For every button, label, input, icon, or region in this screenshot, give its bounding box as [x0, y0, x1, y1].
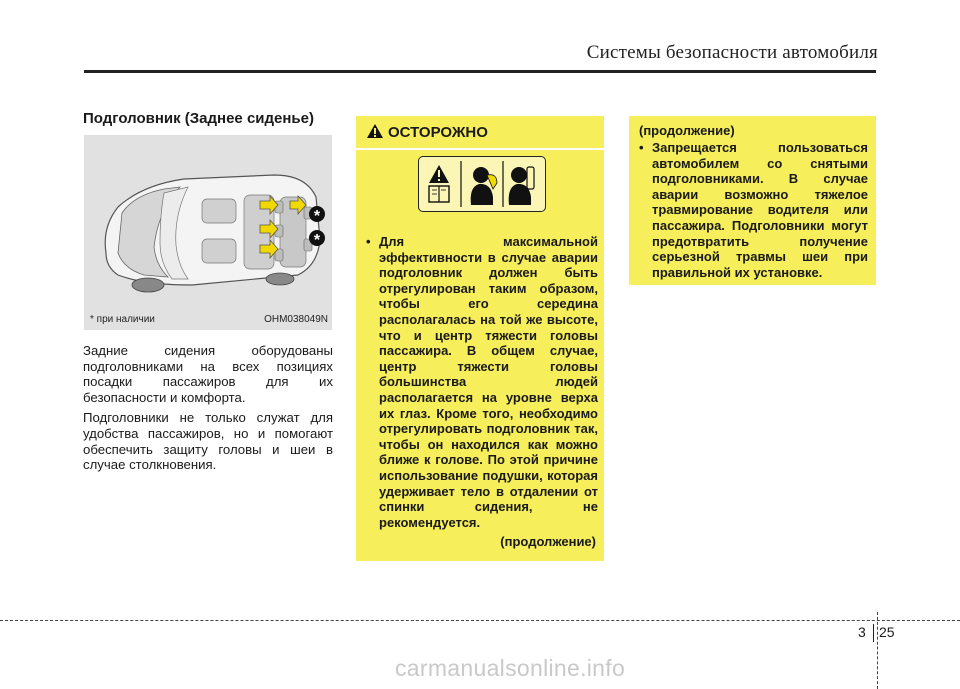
continued-bullet: • — [639, 140, 644, 155]
figure-code: OHM038049N — [264, 314, 328, 325]
warning-title: ОСТОРОЖНО — [388, 124, 488, 141]
headrest-icon — [509, 167, 534, 205]
head-position-icon — [471, 167, 497, 205]
body-text — [83, 343, 333, 478]
warning-text-block — [366, 234, 598, 530]
warning-divider — [356, 148, 604, 150]
continued-text: Запрещается пользоваться автомобилем со снятыми подголовниками. В случае аварии возможно тяжелое травмирование водителя или пассажира. Подголовники могут предотвратить получение серьезной травмы шеи при правильной их установке. — [652, 140, 868, 280]
footer-vertical-rule — [877, 612, 878, 689]
manual-warning-icon — [429, 165, 449, 202]
warning-triangle-icon — [366, 123, 384, 139]
figure-footnote: * при наличии — [90, 314, 155, 325]
warning-bullet: • — [366, 234, 371, 249]
body-paragraph: Задние сидения оборудованы подголовниками на всех позициях посадки пассажиров для их безопасности и комфорта. — [83, 343, 333, 405]
footer-rule — [0, 620, 960, 621]
warning-text: Для максимальной эффективности в случае аварии подголовник должен быть отрегулирован таким образом, чтобы его середина располагалась на той же высоте, что и центр тяжести головы пассажира. В общем случае, центр тяжести головы большинства людей располагается на уровне верха их глаз. Кроме того, необходимо отрегулировать подголовник так, чтобы он находился как можно ближе к голове. По этой причине использование подушки, которая удерживает тело в отдалении от спинки сидения, не рекомендуется. — [379, 234, 598, 530]
watermark: carmanualsonline.info — [395, 655, 626, 681]
car-illustration — [84, 135, 332, 330]
svg-text:*: * — [313, 208, 321, 225]
header-rule — [84, 70, 876, 73]
continued-box — [629, 116, 876, 285]
page-separator — [873, 624, 874, 642]
warning-continued: (продолжение) — [500, 534, 596, 549]
body-paragraph: Подголовники не только служат для удобства пассажиров, но и помогают обеспечить защиту головы и шеи в случае столкновения. — [83, 410, 333, 473]
svg-text:*: * — [313, 232, 321, 249]
section-title: Подголовник (Заднее сиденье) — [83, 110, 314, 127]
page-number: 25 — [879, 624, 895, 640]
continued-heading: (продолжение) — [639, 123, 735, 138]
page-chapter: 3 — [858, 624, 866, 640]
continued-text-block — [639, 140, 868, 280]
warning-box — [356, 116, 604, 561]
headrest-pictogram — [418, 156, 546, 212]
header-title: Системы безопасности автомобиля — [586, 42, 878, 63]
car-figure — [84, 135, 332, 330]
